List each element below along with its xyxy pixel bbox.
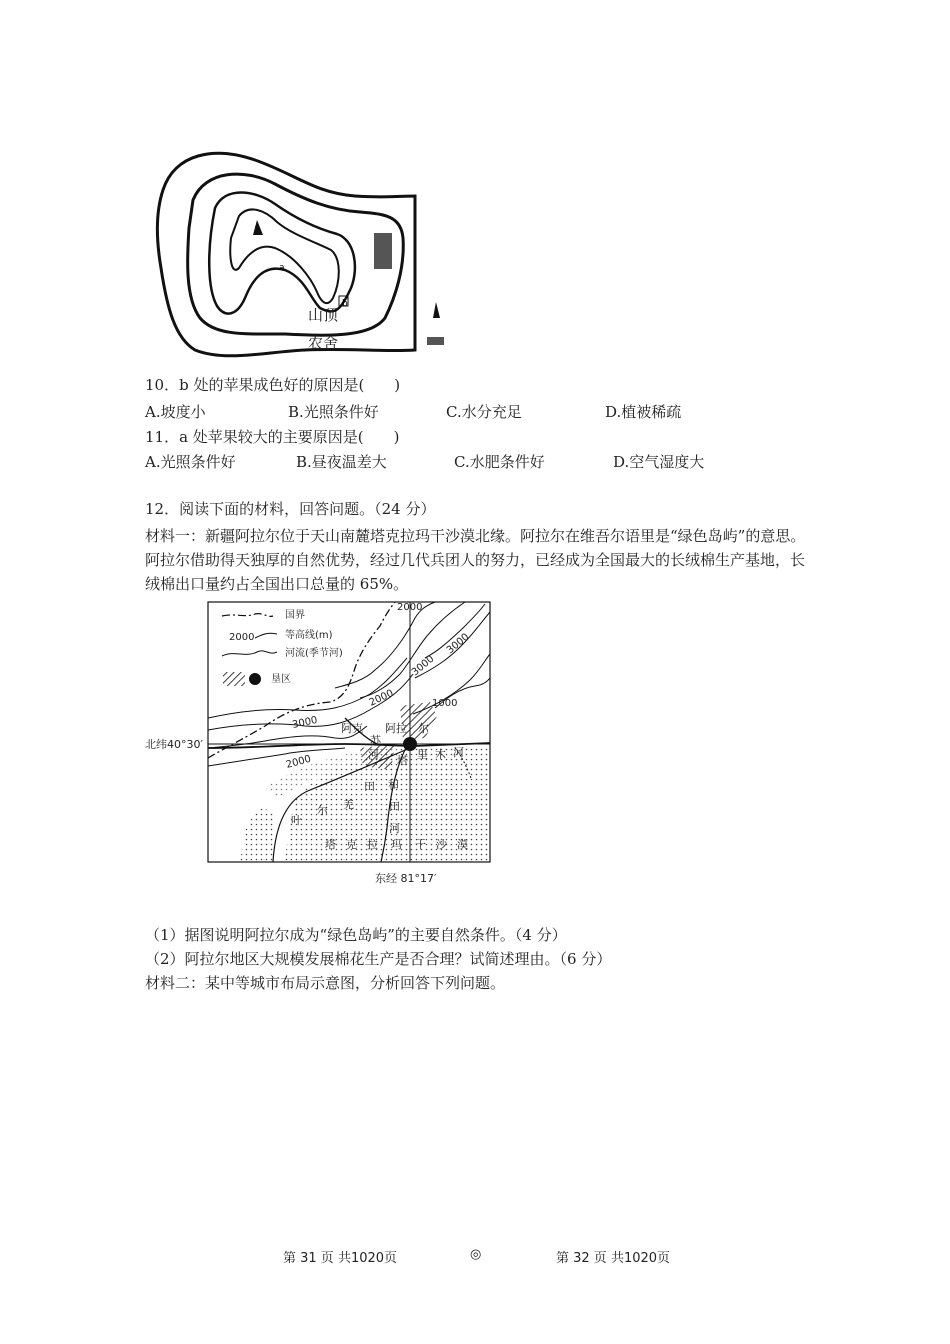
footer-center: ◎ bbox=[470, 1247, 482, 1262]
peak-legend-icon bbox=[433, 302, 440, 318]
q12-sub2: （2）阿拉尔地区大规模发展棉花生产是否合理？试简述理由。（6 分） bbox=[145, 950, 612, 968]
contour-label: 2000 bbox=[397, 602, 423, 613]
longitude-label: 东经 81°17′ bbox=[375, 872, 437, 885]
taklamakan-label: 塔 bbox=[325, 838, 336, 851]
legend-farmland-dot bbox=[249, 673, 261, 685]
contour-label: 2000 bbox=[367, 687, 396, 709]
q12-material2: 材料二：某中等城市布局示意图，分析回答下列问题。 bbox=[145, 974, 506, 992]
taklamakan-label: 克 bbox=[346, 838, 357, 851]
hetian-label: 田 bbox=[364, 780, 375, 793]
legend-farmland: 垦区 bbox=[271, 674, 291, 685]
contour-label: 3000 bbox=[409, 653, 437, 679]
taklamakan-label: 拉 bbox=[367, 838, 378, 851]
alaer-map-svg bbox=[145, 598, 495, 890]
legend-border: 国界 bbox=[285, 610, 305, 621]
hetian-label: 和 bbox=[388, 778, 399, 791]
contour-label: 1000 bbox=[432, 698, 458, 709]
contour-figure bbox=[145, 138, 495, 373]
contour-label: 3000 bbox=[444, 631, 472, 657]
latitude-label: 北纬40°30′ bbox=[145, 738, 203, 751]
q12-stem: 12．阅读下面的材料，回答问题。（24 分） bbox=[145, 500, 436, 518]
legend-contour-value: 2000 bbox=[229, 632, 255, 643]
alaer-marker bbox=[403, 737, 417, 751]
akesu-label: 苏 bbox=[370, 734, 381, 747]
q11-option-c: C.水肥条件好 bbox=[454, 453, 545, 471]
legend-river: 河流(季节河) bbox=[285, 648, 343, 659]
akesu-label: 河 bbox=[368, 748, 379, 761]
taklamakan-label: 沙 bbox=[436, 838, 447, 851]
alaer-label: 阿拉 bbox=[385, 722, 407, 735]
legend-contour: 等高线(m) bbox=[285, 630, 333, 641]
legend-peak-label: 山顶 bbox=[308, 306, 339, 324]
hetian-label: 田 bbox=[389, 800, 400, 813]
farmhouse-icon bbox=[374, 233, 392, 269]
q10-option-d: D.植被稀疏 bbox=[605, 403, 682, 421]
tarim-label: 河 bbox=[453, 746, 464, 759]
q10-option-c: C.水分充足 bbox=[446, 403, 522, 421]
q11-option-b: B.昼夜温差大 bbox=[296, 453, 387, 471]
tarim-label: 里 bbox=[417, 748, 428, 761]
q12-sub1: （1）据图说明阿拉尔成为“绿色岛屿”的主要自然条件。（4 分） bbox=[145, 926, 567, 944]
contour-label: 3000 bbox=[291, 714, 319, 731]
yarkand-label: 羌 bbox=[343, 798, 354, 811]
label-a: a bbox=[279, 263, 285, 273]
taklamakan-label: 玛 bbox=[391, 838, 402, 851]
q10-stem: 10．b 处的苹果成色好的原因是( ) bbox=[145, 376, 401, 394]
legend-farm-label: 农舍 bbox=[308, 334, 339, 352]
yarkand-label: 叶 bbox=[291, 814, 302, 827]
taklamakan-label: 干 bbox=[415, 838, 426, 851]
akesu-label: 阿克 bbox=[341, 722, 363, 735]
peak-triangle-icon bbox=[253, 220, 263, 235]
q12-material1: 材料一：新疆阿拉尔位于天山南麓塔克拉玛干沙漠北缘。阿拉尔在维吾尔语里是“绿色岛屿”的意思。阿拉尔借助得天独厚的自然优势，经过几代兵团人的努力，已经成为全国最大的长绒棉生产基地，长绒棉出口量约占全国出口总量的 65%。 bbox=[145, 527, 806, 593]
footer-left: 第 31 页 共1020页 bbox=[283, 1251, 398, 1266]
yarkand-label: 尔 bbox=[317, 804, 328, 817]
taklamakan-label: 漠 bbox=[457, 838, 468, 851]
q11-option-d: D.空气湿度大 bbox=[613, 453, 705, 471]
tarim-label: 塔 bbox=[397, 754, 408, 767]
farmhouse-legend-icon bbox=[427, 337, 444, 345]
q10-option-a: A.坡度小 bbox=[145, 403, 206, 421]
q11-option-a: A.光照条件好 bbox=[145, 453, 236, 471]
label-b: b bbox=[342, 299, 348, 309]
alaer-map bbox=[145, 598, 495, 890]
hetian-label: 河 bbox=[389, 822, 400, 835]
tarim-label: 木 bbox=[435, 748, 446, 761]
contour-label: 2000 bbox=[284, 753, 313, 771]
footer-right: 第 32 页 共1020页 bbox=[556, 1251, 671, 1266]
q10-option-b: B.光照条件好 bbox=[288, 403, 379, 421]
alaer-label: 尔 bbox=[418, 722, 429, 735]
q11-stem: 11．a 处苹果较大的主要原因是( ) bbox=[145, 428, 400, 446]
